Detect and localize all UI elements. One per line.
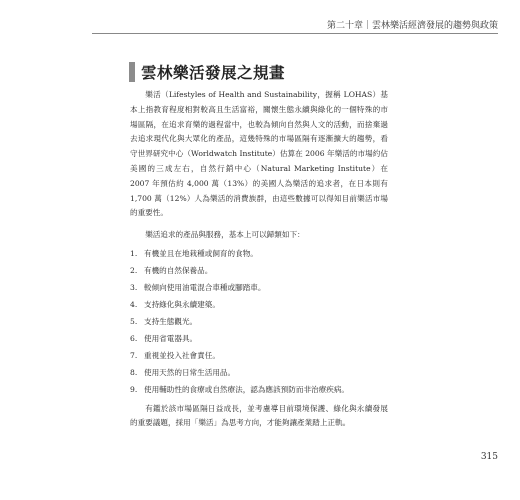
list-item [130, 349, 388, 364]
list-text: 使用天然的日常生活用品。 [144, 367, 236, 377]
list-item [130, 298, 388, 313]
list-text: 使用省電器具。 [144, 333, 198, 343]
list-item [130, 281, 388, 296]
list-text: 有機並且在地栽種或飼育的食物。 [144, 248, 258, 258]
list-number: 7. [130, 350, 138, 360]
paragraph-lohas-definition: 樂活（Lifestyles of Health and Sustainability，握稱 LOHAS）基本上指教育程度相對較高且生活富裕，關懷生態永續與綠化的一個特殊的市場區隔，在追求育樂的過程當中，也較為傾向自然與人文的活動，而捨棄過去追求現代化與大眾化的產品，這幾特殊的市場區隔有逐漸擴大的趨勢，看守世界研究中心（Worldwatch Institute）估算在 2006 年樂活的市場約佔美國的三成左右，自然行銷中心（Natural Marketing Institute）在 2007 年預估約 4,000 萬（13%）的美國人為樂活的追求者，在日本則有 1,700 萬（12%）人為樂活的消費族群，由這些數據可以得知目前樂活市場的重要性。 [130, 90, 388, 218]
list-number: 4. [130, 299, 138, 309]
list-number: 9. [130, 384, 138, 394]
body-text [130, 88, 388, 431]
header-rule [92, 33, 498, 34]
list-text: 有機的自然保養品。 [144, 265, 213, 275]
lohas-product-list [130, 247, 388, 398]
list-item [130, 264, 388, 279]
list-text: 支持生態觀光。 [144, 316, 198, 326]
list-item [130, 247, 388, 262]
list-text: 使用輔助性的食療或自然療法，認為應該預防而非治療疾病。 [144, 384, 350, 394]
list-number: 8. [130, 367, 138, 377]
page-number: 315 [480, 452, 498, 462]
list-text: 重視並投入社會責任。 [144, 350, 220, 360]
list-item [130, 332, 388, 347]
list-item [130, 315, 388, 330]
paragraph-conclusion: 有鑑於該市場區隔日益成長，並考慮導目前環境保護、綠化與永續發展的重要議題，採用「樂活」為思考方向，才能夠讓產業踏上正軌。 [130, 403, 388, 428]
list-number: 3. [130, 282, 138, 292]
list-text: 較傾向使用油電混合車種或腳踏車。 [144, 282, 266, 292]
section-heading [129, 60, 285, 84]
heading-bar-decoration [129, 62, 135, 82]
list-number: 5. [130, 316, 138, 326]
list-text: 支持綠化與永續建築。 [144, 299, 220, 309]
list-item [130, 366, 388, 381]
list-item [130, 383, 388, 398]
running-header: 第二十章｜雲林樂活經濟發展的趨勢與政策 [326, 21, 498, 31]
list-number: 2. [130, 265, 138, 275]
paragraph-list-intro: 樂活追求的產品與服務，基本上可以歸類如下： [145, 230, 305, 240]
list-number: 6. [130, 333, 138, 343]
section-title: 雲林樂活發展之規畫 [141, 64, 286, 82]
list-number: 1. [130, 248, 138, 258]
